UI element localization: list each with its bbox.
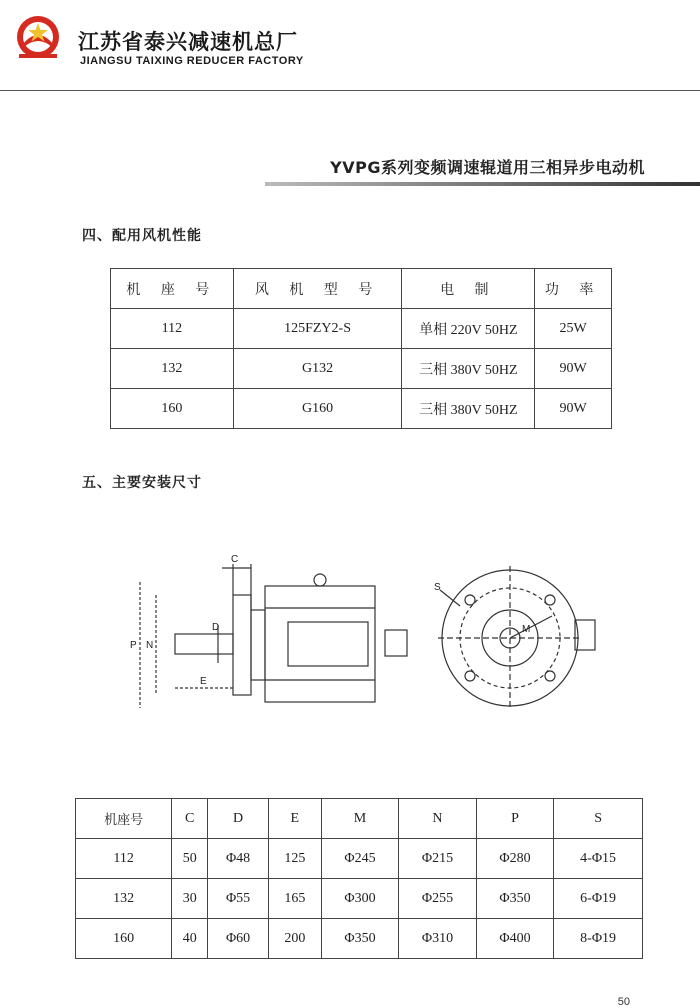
table-header-row — [76, 799, 643, 839]
table-row — [111, 389, 612, 429]
table-cell: 125 — [268, 839, 321, 879]
table-cell: 50 — [172, 839, 208, 879]
table-cell: 112 — [76, 839, 172, 879]
table-cell: 三相 380V 50HZ — [402, 389, 535, 429]
motor-installation-diagram — [120, 550, 610, 730]
header-cell: 风 机 型 号 — [233, 269, 402, 309]
label-n: N — [146, 640, 154, 651]
page-number: 50 — [617, 996, 630, 1008]
table-cell: 90W — [535, 349, 612, 389]
table-cell: 40 — [172, 919, 208, 959]
header-cell: 机 座 号 — [111, 269, 234, 309]
header-cell: D — [208, 799, 269, 839]
company-name-en: JIANGSU TAIXING REDUCER FACTORY — [80, 55, 304, 67]
document-title: YVPG系列变频调速辊道用三相异步电动机 — [330, 158, 645, 177]
title-underline — [265, 182, 700, 186]
motor-body — [265, 586, 375, 702]
header-cell: C — [172, 799, 208, 839]
mount-hole — [545, 671, 555, 681]
header-cell: S — [554, 799, 643, 839]
installation-dimensions-table — [75, 798, 643, 959]
table-row — [76, 879, 643, 919]
table-cell: 165 — [268, 879, 321, 919]
table-cell: 三相 380V 50HZ — [402, 349, 535, 389]
table-row — [76, 919, 643, 959]
section4-heading: 四、配用风机性能 — [82, 228, 202, 244]
table-cell: Φ245 — [321, 839, 398, 879]
table-cell: 132 — [76, 879, 172, 919]
motor-flange — [233, 595, 251, 695]
label-c: C — [231, 554, 239, 565]
table-cell: 132 — [111, 349, 234, 389]
label-m: M — [522, 624, 531, 635]
table-cell: Φ310 — [399, 919, 476, 959]
table-cell: Φ55 — [208, 879, 269, 919]
table-cell: 4-Φ15 — [554, 839, 643, 879]
table-cell: 112 — [111, 309, 234, 349]
table-cell: 单相 220V 50HZ — [402, 309, 535, 349]
header-cell: P — [476, 799, 553, 839]
mount-hole — [465, 595, 475, 605]
table-cell: 200 — [268, 919, 321, 959]
table-cell: 8-Φ19 — [554, 919, 643, 959]
motor-adapter — [251, 610, 265, 680]
company-name-cn: 江苏省泰兴减速机总厂 — [78, 30, 298, 54]
table-cell: 160 — [76, 919, 172, 959]
table-cell: 125FZY2-S — [233, 309, 402, 349]
label-d: D — [212, 622, 220, 633]
table-cell: 160 — [111, 389, 234, 429]
header-cell: M — [321, 799, 398, 839]
label-s: S — [434, 582, 441, 593]
table-cell: G160 — [233, 389, 402, 429]
table-cell: Φ215 — [399, 839, 476, 879]
mount-hole — [545, 595, 555, 605]
header-cell: 功 率 — [535, 269, 612, 309]
table-cell: Φ350 — [321, 919, 398, 959]
table-cell: 6-Φ19 — [554, 879, 643, 919]
table-cell: G132 — [233, 349, 402, 389]
header-cell: 机座号 — [76, 799, 172, 839]
table-row — [76, 839, 643, 879]
table-cell: Φ400 — [476, 919, 553, 959]
motor-shaft — [175, 634, 233, 654]
fan-performance-table — [110, 268, 612, 429]
table-row — [111, 349, 612, 389]
table-cell: Φ48 — [208, 839, 269, 879]
table-cell: Φ255 — [399, 879, 476, 919]
lifting-eye — [314, 574, 326, 586]
table-cell: 25W — [535, 309, 612, 349]
header-cell: N — [399, 799, 476, 839]
table-cell: Φ60 — [208, 919, 269, 959]
table-cell: 90W — [535, 389, 612, 429]
terminal-box — [385, 630, 407, 656]
factory-logo-icon — [15, 14, 61, 60]
table-cell: Φ300 — [321, 879, 398, 919]
table-header-row — [111, 269, 612, 309]
header-cell: 电 制 — [402, 269, 535, 309]
mount-hole — [465, 671, 475, 681]
table-cell: Φ350 — [476, 879, 553, 919]
header-cell: E — [268, 799, 321, 839]
table-cell: 30 — [172, 879, 208, 919]
header-divider — [0, 90, 700, 91]
section5-heading: 五、主要安装尺寸 — [82, 475, 202, 491]
label-e: E — [200, 676, 207, 687]
label-p: P — [130, 640, 137, 651]
table-cell: Φ280 — [476, 839, 553, 879]
table-row — [111, 309, 612, 349]
